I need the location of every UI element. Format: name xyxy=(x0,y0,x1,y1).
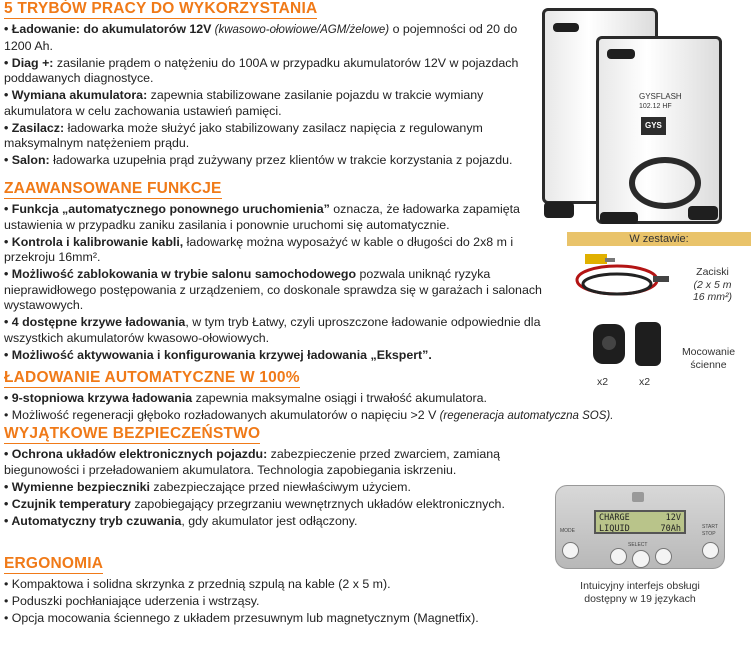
bullet-item xyxy=(4,22,544,54)
section-title: WYJĄTKOWE BEZPIECZEŃSTWO xyxy=(4,425,261,442)
bullet-text: , w tym tryb Łatwy, czyli uproszczone ładowanie odpowiednie dla wszystkich akumulatorów kwasowo-ołowiowych. xyxy=(4,315,541,345)
bullet-bold: • Diag +: xyxy=(4,55,54,70)
bullet-bold: • Kontrola i kalibrowanie kabli, xyxy=(4,234,184,249)
section-title: ŁADOWANIE AUTOMATYCZNE W 100% xyxy=(4,369,300,386)
section-title: ERGONOMIA xyxy=(4,555,104,572)
bullet-italic: (regeneracja automatyczna SOS). xyxy=(436,410,614,422)
bullet-item xyxy=(4,348,549,364)
bullet-item xyxy=(4,447,549,478)
bullet-text: zapewnia maksymalne osiągi i trwałość akumulatora. xyxy=(192,391,487,405)
bullet-bold: • Czujnik temperatury xyxy=(4,496,131,511)
section-automatyczne xyxy=(4,369,644,426)
bullet-item xyxy=(4,56,544,87)
bullet-bold: • Możliwość aktywowania i konfigurowania krzywej ładowania „Ekspert”. xyxy=(4,347,432,362)
bullet-text: zapobiegający przegrzaniu wewnętrznych układów elektronicznych. xyxy=(130,496,505,511)
clamps-caption xyxy=(675,266,750,304)
bullet-bold: • Automatyczny tryb czuwania xyxy=(4,513,182,528)
bullet-text: ładowarka może służyć jako stabilizowany zasilacz napięcia z regulowanym maksymalnym natężeniem prądu. xyxy=(4,120,483,150)
mount-caption-line: Mocowanie xyxy=(681,346,736,358)
in-box-panel xyxy=(567,232,751,392)
bullet-text: oznacza, że ładowarka zapamięta ustawienia w przypadku zaniku zasilania i ponownie uruchomi się automatycznie. xyxy=(4,202,520,232)
panel-caption xyxy=(560,580,720,606)
bullet-text: zasilanie prądem o natężeniu do 100A w przypadku akumulatorów 12V w pojazdach poddawanych diagnostyce. xyxy=(4,55,519,85)
right-button xyxy=(655,548,672,565)
panel-caption-line: dostępny w 19 językach xyxy=(584,593,696,605)
bullet-item xyxy=(4,267,549,314)
bullet-text: zapewnia stabilizowane zasilanie pojazdu w trakcie wymiany akumulatora w celu zachowania ustawień pamięci. xyxy=(4,88,484,118)
bullet-text: , gdy akumulator jest odłączony. xyxy=(181,513,358,528)
foot-pad xyxy=(600,212,638,224)
bullet-item xyxy=(4,594,549,610)
bullet-item xyxy=(4,88,544,119)
bullet-bold: • 4 dostępne krzywe ładowania xyxy=(4,315,186,329)
cable-reel xyxy=(629,157,701,209)
bullet-text: zabezpieczenie przed zwarciem, zamianą biegunowości i przeładowaniem akumulatora. Technologia zapobiegania iskrzeniu. xyxy=(4,447,500,477)
cable-clamps-icon xyxy=(573,250,673,306)
bullet-text: pozwala uniknąć ryzyka nieprawidłowego postępowania z urządzeniem, co doskonale sprawdza się w garażach i salonach wystawowych. xyxy=(4,267,542,312)
bullet-item xyxy=(4,611,549,627)
bullet-item xyxy=(4,202,549,233)
bullet-italic: (kwasowo-ołowiowe/AGM/żelowe) xyxy=(211,24,390,36)
qty-left: x2 xyxy=(597,376,609,388)
section-bezpieczenstwo xyxy=(4,425,549,531)
qty-right: x2 xyxy=(639,376,651,388)
section-ergonomia xyxy=(4,555,549,628)
in-box-header: W zestawie: xyxy=(567,232,751,246)
foot-pad xyxy=(688,206,718,220)
bullet-item xyxy=(4,480,549,496)
bullet-item xyxy=(4,121,544,152)
bullet-bold: • Ładowanie: do akumulatorów 12V xyxy=(4,22,212,36)
bullet-text: • Opcja mocowania ściennego z układem przesuwnym lub magnetycznym (Magnetfix). xyxy=(4,611,479,625)
model-label: GYSFLASH xyxy=(639,92,682,101)
lcd-text: CHARGE xyxy=(599,513,630,523)
charger-product-image xyxy=(538,6,753,226)
bullet-item xyxy=(4,315,549,346)
mount-caption xyxy=(671,346,746,371)
bullet-bold: • Zasilacz: xyxy=(4,120,65,135)
section-zaawansowane xyxy=(4,180,549,365)
clamps-caption-line: (2 x 5 m xyxy=(693,278,732,291)
bullet-text: zabezpieczające przed niewłaściwym użyciem. xyxy=(149,479,411,494)
bullet-item xyxy=(4,408,644,425)
section-title: ZAAWANSOWANE FUNKCJE xyxy=(4,180,222,197)
mode-label: MODE xyxy=(560,528,575,534)
bullet-bold: • Funkcja „automatycznego ponownego uruchomienia” xyxy=(4,202,330,216)
panel-caption-line: Intuicyjny interfejs obsługi xyxy=(580,580,700,592)
section-title: 5 TRYBÓW PRACY DO WYKORZYSTANIA xyxy=(4,0,318,17)
lcd-text: LIQUID xyxy=(599,524,630,534)
start-label: START xyxy=(702,524,718,530)
foot-pad xyxy=(544,202,574,218)
clamps-caption-line: 16 mm²) xyxy=(692,291,733,303)
bullet-item xyxy=(4,577,549,593)
lcd-text: 12V xyxy=(665,513,681,523)
bullet-item xyxy=(4,497,549,513)
bullet-bold: • Salon: xyxy=(4,153,50,167)
bullet-bold: • Ochrona układów elektronicznych pojazdu: xyxy=(4,447,268,461)
charger-front-unit xyxy=(596,36,722,224)
bullet-text: o pojemności od 20 do 1200 Ah. xyxy=(4,22,518,53)
bullet-bold: • 9-stopniowa krzywa ładowania xyxy=(4,391,193,405)
bullet-text: • Możliwość regeneracji głęboko rozładowanych akumulatorów o napięciu >2 V xyxy=(4,408,437,422)
wall-bracket-icon xyxy=(635,322,661,366)
brand-badge: GYS xyxy=(641,117,666,135)
left-button xyxy=(610,548,627,565)
mount-caption-line: ścienne xyxy=(690,358,727,371)
bullet-item xyxy=(4,153,544,169)
bullet-text: ładowarkę można wyposażyć w kable o długości do 2x8 m i przekroju 16mm². xyxy=(4,234,514,264)
lcd-text: 70Ah xyxy=(660,524,681,534)
status-led xyxy=(632,492,644,502)
select-label: SELECT xyxy=(628,542,648,548)
bullet-item xyxy=(4,391,644,407)
mode-button xyxy=(562,542,579,559)
bullet-bold: • Wymienne bezpieczniki xyxy=(4,479,150,494)
bullet-item xyxy=(4,235,549,266)
start-stop-button xyxy=(702,542,719,559)
bullet-text: • Poduszki pochłaniające uderzenia i wstrząsy. xyxy=(4,594,260,608)
bullet-bold: • Wymiana akumulatora: xyxy=(4,88,148,102)
stop-label: STOP xyxy=(702,531,716,537)
bullet-item xyxy=(4,514,549,530)
section-tryby xyxy=(4,0,544,170)
bullet-text: ładowarka uzupełnia prąd zużywany przez klientów w trakcie korzystania z pojazdu. xyxy=(49,153,513,167)
bullet-text: • Kompaktowa i solidna skrzynka z przednią szpulą na kable (2 x 5 m). xyxy=(4,577,391,591)
select-button xyxy=(632,550,650,568)
model-rating: 102.12 HF xyxy=(639,103,672,110)
lcd-display xyxy=(594,510,686,534)
bullet-bold: • Możliwość zablokowania w trybie salonu samochodowego xyxy=(4,267,357,281)
wall-mount-icon xyxy=(593,324,625,364)
control-panel-image xyxy=(555,485,725,569)
clamps-caption-line: Zaciski xyxy=(696,266,729,278)
